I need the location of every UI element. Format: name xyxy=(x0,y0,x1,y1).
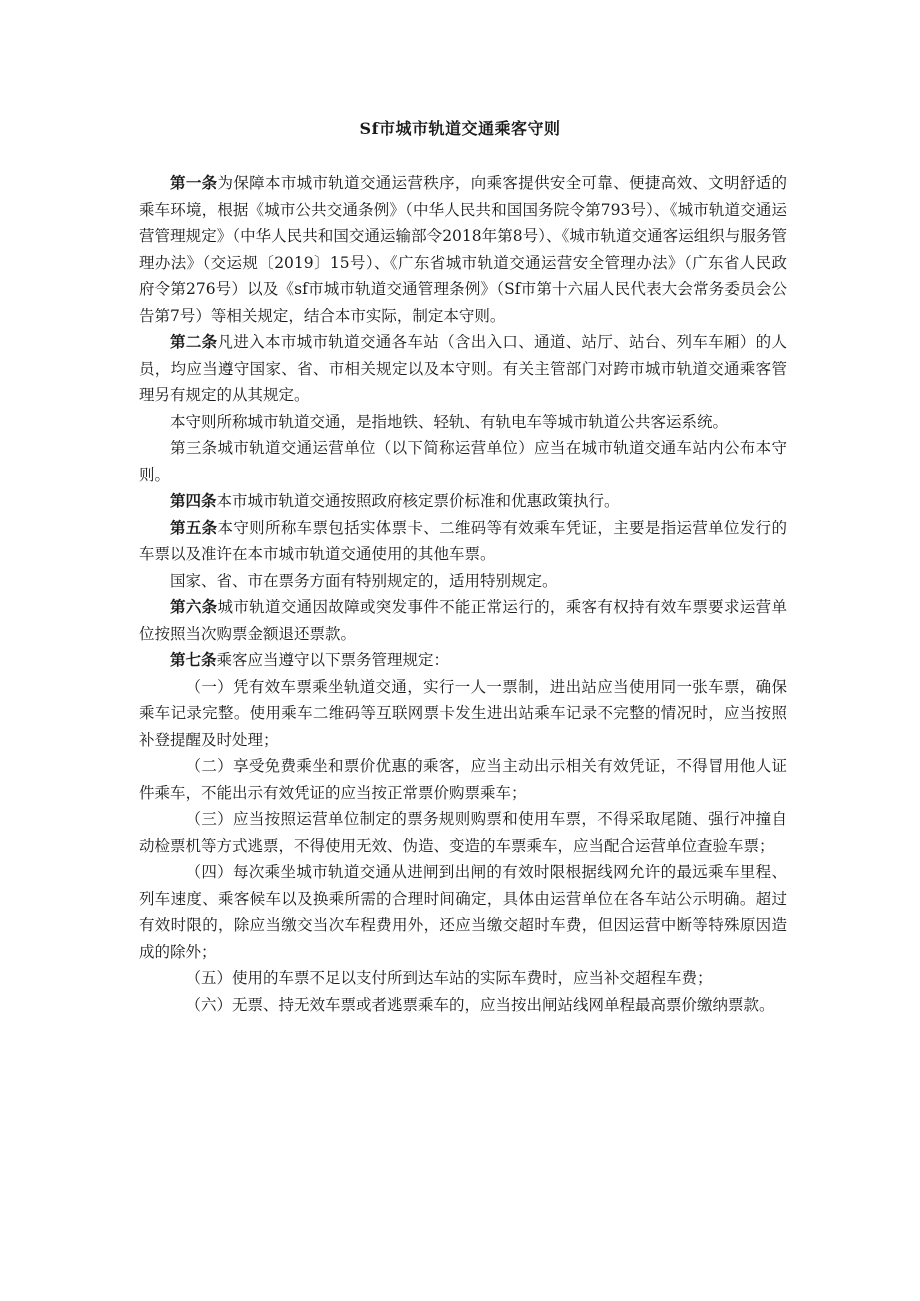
paragraph-text: 国家、省、市在票务方面有特别规定的，适用特别规定。 xyxy=(170,571,558,590)
document-title: Sf市城市轨道交通乘客守则 xyxy=(359,119,561,138)
paragraph-text: 城市轨道交通因故障或突发事件不能正常运行的，乘客有权持有效车票要求运营单位按照当次购票金额退还票款。 xyxy=(139,598,787,643)
paragraph-text: 第三条城市轨道交通运营单位（以下简称运营单位）应当在城市轨道交通车站内公布本守则。 xyxy=(139,439,787,484)
paragraph-article-6 xyxy=(139,594,787,647)
paragraph-text: 乘客应当遵守以下票务管理规定： xyxy=(216,651,450,669)
paragraph-article-2 xyxy=(139,329,787,409)
list-item: （六）无票、持无效车票或者逃票乘车的，应当按出闸站线网单程最高票价缴纳票款。 xyxy=(185,995,775,1014)
article-label: 第七条 xyxy=(170,650,217,669)
paragraph-text: 本守则所称城市轨道交通，是指地铁、轻轨、有轨电车等城市轨道公共客运系统。 xyxy=(170,412,729,431)
paragraph-article-7 xyxy=(139,647,787,674)
paragraph-article-4 xyxy=(139,488,787,515)
paragraph-text: 为保障本市城市轨道交通运营秩序，向乘客提供安全可靠、便捷高效、文明舒适的乘车环境，根据《城市公共交通条例》（中华人民共和国国务院令第793号）、《城市轨道交通运营管理规定》（中华人民共和国交通运输部令2018年第8号）、《城市轨道交通客运组织与服务管理办法》（交运规〔2019〕15号）、《广东省城市轨道交通运营安全管理办法》（广东省人民政府令第276号）以及《sf市城市轨道交通管理条例》（Sf市第十六届人民代表大会常务委员会公告第7号）等相关规定，结合本市实际，制定本守则。 xyxy=(139,174,787,325)
article-label: 第二条 xyxy=(170,332,218,351)
list-item: （三）应当按照运营单位制定的票务规则购票和使用车票，不得采取尾随、强行冲撞自动检票机等方式逃票，不得使用无效、伪造、变造的车票乘车，应当配合运营单位查验车票； xyxy=(139,810,787,855)
list-item: （二）享受免费乘坐和票价优惠的乘客，应当主动出示相关有效凭证，不得冒用他人证件乘车，不能出示有效凭证的应当按正常票价购票乘车； xyxy=(139,757,787,802)
paragraph-article-1 xyxy=(139,170,787,329)
paragraph-special-rules xyxy=(139,568,787,595)
article-label: 第五条 xyxy=(170,517,218,537)
list-item: （四）每次乘坐城市轨道交通从进闸到出闸的有效时限根据线网允许的最远乘车里程、列车速度、乘客候车以及换乘所需的合理时间确定，具体由运营单位在各车站公示明确。超过有效时限的，除应当缴交当次车程费用外，还应当缴交超时车费，但因运营中断等特殊原因造成的除外； xyxy=(139,863,787,961)
article-label: 第一条 xyxy=(170,173,218,192)
paragraph-text: 本守则所称车票包括实体票卡、二维码等有效乘车凭证，主要是指运营单位发行的车票以及准许在本市城市轨道交通使用的其他车票。 xyxy=(139,518,787,563)
paragraph-article-3 xyxy=(139,435,787,488)
document-body xyxy=(139,170,787,1018)
article-label: 第六条 xyxy=(170,597,218,616)
paragraph-article-5 xyxy=(139,515,787,568)
list-item: （一）凭有效车票乘坐轨道交通，实行一人一票制，进出站应当使用同一张车票，确保乘车记录完整。使用乘车二维码等互联网票卡发生进出站乘车记录不完整的情况时，应当按照补登提醒及时处理； xyxy=(139,677,787,749)
paragraph-text: 凡进入本市城市轨道交通各车站（含出入口、通道、站厅、站台、列车车厢）的人员，均应当遵守国家、省、市相关规定以及本守则。有关主管部门对跨市城市轨道交通乘客管理另有规定的从其规定。 xyxy=(139,333,787,404)
paragraph-definition xyxy=(139,409,787,436)
article-label: 第四条 xyxy=(170,491,217,510)
list-item: （五）使用的车票不足以支付所到达车站的实际车费时，应当补交超程车费； xyxy=(185,969,713,987)
paragraph-text: 本市城市轨道交通按照政府核定票价标准和优惠政策执行。 xyxy=(216,492,620,510)
